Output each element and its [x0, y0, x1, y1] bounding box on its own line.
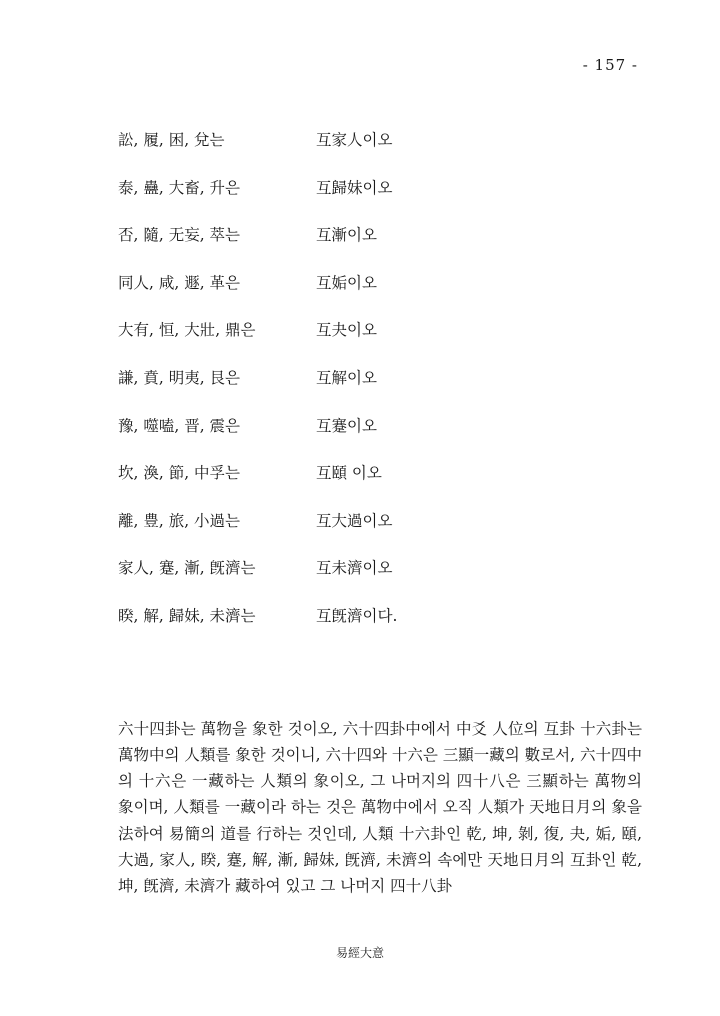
list-item: [118, 366, 598, 414]
mutual-hexagram: 互頤 이오: [316, 464, 382, 483]
page-number: - 157 -: [582, 56, 638, 74]
mutual-hexagram: 互未濟이오: [316, 559, 393, 578]
hexagram-group: 家人, 蹇, 漸, 旣濟는: [118, 559, 256, 578]
mutual-hexagram: 互大過이오: [316, 511, 393, 530]
list-item: [118, 271, 598, 319]
list-item: [118, 509, 598, 557]
mutual-hexagram: 互姤이오: [316, 273, 377, 292]
running-footer-title: 易經大意: [335, 946, 384, 960]
list-item: [118, 414, 598, 462]
list-item: [118, 556, 598, 604]
list-item: [118, 461, 598, 509]
mutual-hexagram: 互解이오: [316, 368, 377, 387]
hexagram-group: 泰, 蠱, 大畜, 升은: [118, 178, 241, 197]
hexagram-group: 同人, 咸, 遯, 革은: [118, 273, 241, 292]
hexagram-group: 謙, 賁, 明夷, 艮은: [118, 368, 241, 387]
list-item: [118, 176, 598, 224]
hexagram-group: 坎, 渙, 節, 中孚는: [118, 464, 241, 483]
mutual-hexagram: 互夬이오: [316, 321, 377, 340]
mutual-hexagram: 互旣濟이다.: [316, 606, 398, 625]
body-paragraph: 六十四卦는 萬物을 象한 것이오, 六十四卦中에서 中爻 人位의 互卦 十六卦는 萬物中의 人類를 象한 것이니, 六十四와 十六은 三顯一藏의 數로서, 六十四中의 十六은 一藏하는 人類의 象이오, 그 나머지의 四十八은 三顯하는 萬物의 象이며, 人類를 一藏이라 하는 것은 萬物中에서 오직 人類가 天地日月의 象을 法하여 易簡의 道를 行하는 것인데, 人類 十六卦인 乾, 坤, 剝, 復, 夬, 姤, 頤, 大過, 家人, 睽, 蹇, 解, 漸, 歸妹, 旣濟, 未濟의 속에만 天地日月의 互卦인 乾, 坤, 旣濟, 未濟가 藏하여 있고 그 나머지 四十八卦: [118, 719, 642, 896]
hexagram-group: 睽, 解, 歸妹, 未濟는: [118, 606, 256, 625]
hexagram-pair-list: [118, 128, 598, 652]
mutual-hexagram: 互蹇이오: [316, 416, 377, 435]
hexagram-group: 否, 隨, 无妄, 萃는: [118, 226, 241, 245]
list-item: [118, 223, 598, 271]
mutual-hexagram: 互歸妹이오: [316, 178, 393, 197]
hexagram-group: 離, 豊, 旅, 小過는: [118, 511, 241, 530]
hexagram-group: 豫, 噬嗑, 晋, 震은: [118, 416, 241, 435]
hexagram-group: 大有, 恒, 大壯, 鼎은: [118, 321, 256, 340]
list-item: [118, 128, 598, 176]
mutual-hexagram: 互家人이오: [316, 131, 393, 149]
mutual-hexagram: 互漸이오: [316, 226, 377, 245]
list-item: [118, 318, 598, 366]
list-item: [118, 604, 598, 652]
hexagram-group: 訟, 履, 困, 兌는: [118, 131, 225, 149]
